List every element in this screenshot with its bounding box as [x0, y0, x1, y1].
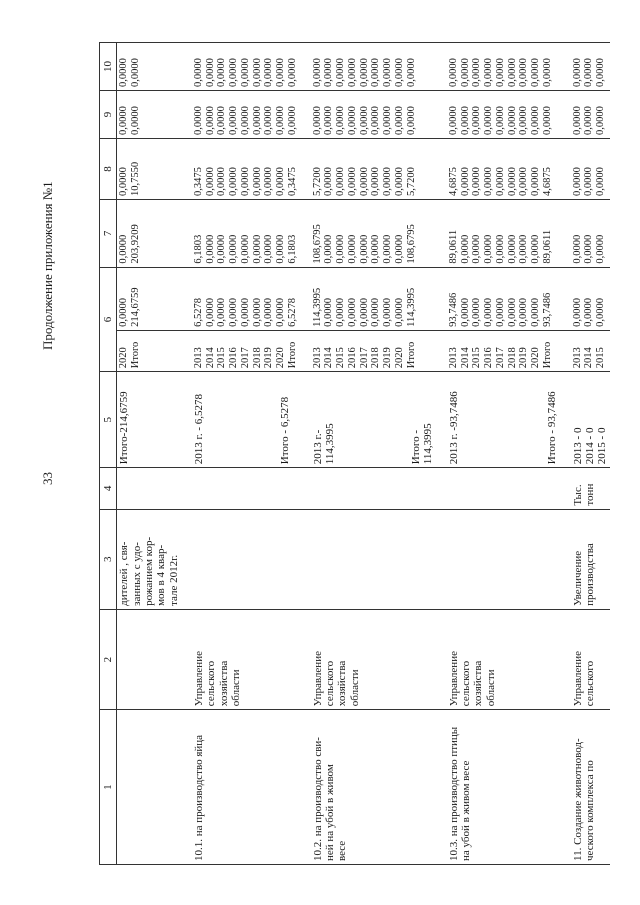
- indicator-cell: [436, 509, 560, 609]
- column-header: 1: [100, 710, 117, 865]
- item-title-cell: [117, 710, 181, 865]
- table-row: [117, 43, 181, 865]
- column-header: 10: [100, 43, 117, 91]
- other-funding-cell: 0,0000 0,0000 0,0000 0,0000 0,0000 0,0000 0,0000 0,0000 0,0000: [436, 43, 560, 91]
- regional-funding-cell: 5,7200 0,0000 0,0000 0,0000 0,0000 0,0000 0,0000 0,0000 5,7200: [300, 139, 436, 200]
- local-funding-cell: 0,0000 0,0000 0,0000 0,0000 0,0000 0,0000 0,0000 0,0000 0,0000: [181, 91, 300, 139]
- table-row: [181, 43, 300, 865]
- table-row: [560, 43, 610, 865]
- target-value-cell: 2013 - 0 2014 - 0 2015 - 0: [560, 372, 610, 468]
- regional-funding-cell: 4,6875 0,0000 0,0000 0,0000 0,0000 0,0000 0,0000 0,0000 4,6875: [436, 139, 560, 200]
- program-table: [99, 42, 610, 865]
- item-title-cell: 11. Создание животновод- ческого комплекса по: [560, 710, 610, 865]
- table-row: [300, 43, 436, 865]
- federal-funding-cell: 0,0000 203,9209: [117, 200, 181, 268]
- column-number-row: [100, 43, 117, 865]
- total-funding-cell: 0,0000 0,0000 0,0000: [560, 267, 610, 330]
- column-header: 7: [100, 200, 117, 268]
- year-cell: 2020 Итого: [117, 330, 181, 371]
- total-funding-cell: 0,0000 214,6759: [117, 267, 181, 330]
- target-value-cell: 2013 г. - 6,5278 Итого - 6,5278: [181, 372, 300, 468]
- table-row: [436, 43, 560, 865]
- indicator-cell: [181, 509, 300, 609]
- federal-funding-cell: 89,0611 0,0000 0,0000 0,0000 0,0000 0,0000 0,0000 0,0000 89,0611: [436, 200, 560, 268]
- other-funding-cell: 0,0000 0,0000: [117, 43, 181, 91]
- federal-funding-cell: 0,0000 0,0000 0,0000: [560, 200, 610, 268]
- item-title-cell: 10.1. на производство яйца: [181, 710, 300, 865]
- total-funding-cell: 114,3995 0,0000 0,0000 0,0000 0,0000 0,0000 0,0000 0,0000 114,3995: [300, 267, 436, 330]
- other-funding-cell: 0,0000 0,0000 0,0000 0,0000 0,0000 0,0000 0,0000 0,0000 0,0000: [181, 43, 300, 91]
- column-header: 6: [100, 267, 117, 372]
- column-header: 4: [100, 468, 117, 509]
- year-cell: 2013 2014 2015 2016 2017 2018 2019 2020 Итого: [181, 330, 300, 371]
- unit-cell: [436, 468, 560, 509]
- target-value-cell: 2013 г.- 114,3995 Итого - 114,3995: [300, 372, 436, 468]
- column-header: 9: [100, 91, 117, 139]
- indicator-cell: [300, 509, 436, 609]
- other-funding-cell: 0,0000 0,0000 0,0000: [560, 43, 610, 91]
- responsible-cell: Управление сельского хозяйства области: [300, 609, 436, 709]
- local-funding-cell: 0,0000 0,0000 0,0000 0,0000 0,0000 0,0000 0,0000 0,0000 0,0000: [436, 91, 560, 139]
- responsible-cell: Управление сельского хозяйства области: [181, 609, 300, 709]
- appendix-title: Продолжение приложения №1: [40, 181, 55, 350]
- target-value-cell: 2013 г. -93,7486 Итого - 93,7486: [436, 372, 560, 468]
- local-funding-cell: 0,0000 0,0000 0,0000 0,0000 0,0000 0,0000 0,0000 0,0000 0,0000: [300, 91, 436, 139]
- page-number: 33: [40, 472, 55, 485]
- item-title-cell: 10.3. на производство птицы на убой в живом весе: [436, 710, 560, 865]
- local-funding-cell: 0,0000 0,0000: [117, 91, 181, 139]
- total-funding-cell: 6,5278 0,0000 0,0000 0,0000 0,0000 0,0000 0,0000 0,0000 6,5278: [181, 267, 300, 330]
- indicator-cell: Увеличение производства: [560, 509, 610, 609]
- column-header: 5: [100, 372, 117, 468]
- indicator-cell: дителей , свя- занных с удо- рожанием кор- мов в 4 квар- тале 2012г.: [117, 509, 181, 609]
- federal-funding-cell: 108,6795 0,0000 0,0000 0,0000 0,0000 0,0000 0,0000 0,0000 108,6795: [300, 200, 436, 268]
- unit-cell: Тыс. тонн: [560, 468, 610, 509]
- responsible-cell: Управление сельского хозяйства области: [436, 609, 560, 709]
- total-funding-cell: 93,7486 0,0000 0,0000 0,0000 0,0000 0,0000 0,0000 0,0000 93,7486: [436, 267, 560, 330]
- year-cell: 2013 2014 2015 2016 2017 2018 2019 2020 Итого: [436, 330, 560, 371]
- year-cell: 2013 2014 2015 2016 2017 2018 2019 2020 Итого: [300, 330, 436, 371]
- unit-cell: [117, 468, 181, 509]
- unit-cell: [300, 468, 436, 509]
- other-funding-cell: 0,0000 0,0000 0,0000 0,0000 0,0000 0,0000 0,0000 0,0000 0,0000: [300, 43, 436, 91]
- responsible-cell: Управление сельского: [560, 609, 610, 709]
- item-title-cell: 10.2. на производство сви- ней на убой в живом весе: [300, 710, 436, 865]
- responsible-cell: [117, 609, 181, 709]
- local-funding-cell: 0,0000 0,0000 0,0000: [560, 91, 610, 139]
- unit-cell: [181, 468, 300, 509]
- column-header: 3: [100, 509, 117, 609]
- regional-funding-cell: 0,0000 10,7550: [117, 139, 181, 200]
- target-value-cell: Итого-214,6759: [117, 372, 181, 468]
- federal-funding-cell: 6,1803 0,0000 0,0000 0,0000 0,0000 0,0000 0,0000 0,0000 6,1803: [181, 200, 300, 268]
- regional-funding-cell: 0,3475 0,0000 0,0000 0,0000 0,0000 0,0000 0,0000 0,0000 0,3475: [181, 139, 300, 200]
- column-header: 8: [100, 139, 117, 200]
- year-cell: 2013 2014 2015: [560, 330, 610, 371]
- column-header: 2: [100, 609, 117, 709]
- regional-funding-cell: 0,0000 0,0000 0,0000: [560, 139, 610, 200]
